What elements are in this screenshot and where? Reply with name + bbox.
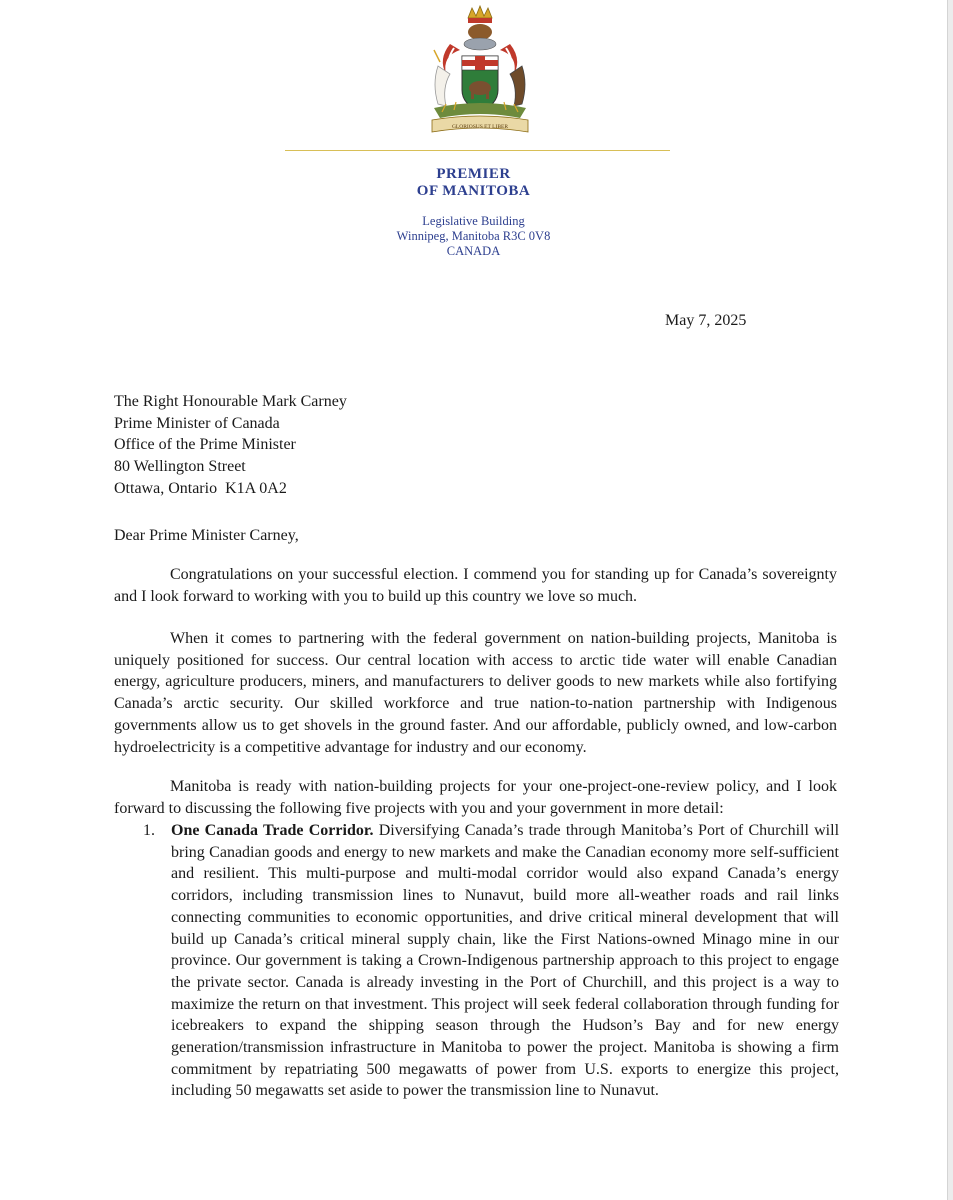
letterhead-divider: [285, 150, 670, 151]
crest-motto-text: GLORIOSUS ET LIBER: [451, 124, 509, 130]
letterhead-address-country: CANADA: [446, 244, 501, 258]
recipient-office: Office of the Prime Minister: [114, 436, 296, 454]
paragraph-congratulations: Congratulations on your successful election. I commend you for standing up for Canada’s sovereignty and I look forward to working with you to build up this country we love so much.: [114, 566, 837, 605]
letterhead-address-building: Legislative Building: [422, 214, 525, 228]
recipient-name: The Right Honourable Mark Carney: [114, 393, 347, 410]
recipient-city: Ottawa, Ontario K1A 0A2: [114, 479, 287, 497]
salutation: Dear Prime Minister Carney,: [114, 527, 299, 544]
paragraph-projects-intro: Manitoba is ready with nation-building projects for your one-project-one-review policy, and I look forward to discussing the following five projects with you and your government in more detail:: [114, 778, 837, 817]
letterhead-title-premier: PREMIER: [436, 166, 511, 182]
recipient-title: Prime Minister of Canada: [114, 414, 280, 432]
project-text: Diversifying Canada’s trade through Manitoba’s Port of Churchill will bring Canadian goods and energy to new markets and make the Canadian economy more self-sufficient and resilient. This multi-purpose and multi-modal corridor would also expand Canada’s energy corridors, including transmission lines to Nunavut, build more all-weather roads and rail links connecting communities to economic opportunities, and drive critical mineral development that will build up Canada’s critical mineral supply chain, like the First Nations-owned Minago mine in our province. Our government is taking a Crown-Indigenous partnership approach to this project to engage the private sector. Canada is already investing in the Port of Churchill, and this project is a way to maximize the return on that investment. This project will seek federal collaboration through funding for icebreakers to expand the shipping season through the Hudson’s Bay and for new energy generation/transmission infrastructure in Manitoba to power the project. Manitoba is showing a firm commitment by repatriating 500 megawatts of power from U.S. exports to energize this project, including 50 megawatts set aside to power the transmission line to Nunavut.: [171, 822, 840, 1100]
letter-date: May 7, 2025: [665, 312, 747, 329]
paragraph-partnership: When it comes to partnering with the federal government on nation-building projects, Manitoba is uniquely positioned for success. Our central location with access to arctic tide water will enable Canadian energy, agriculture producers, miners, and manufacturers to deliver goods to new markets while also fortifying Canada’s arctic security. Our skilled workforce and true nation-to-nation partnership with Indigenous governments allow us to get shovels in the ground faster. And our affordable, publicly owned, and low-carbon hydroelectricity is a competitive advantage for industry and our economy.: [114, 630, 837, 756]
recipient-street: 80 Wellington Street: [114, 458, 246, 476]
project-description: [171, 820, 839, 1102]
project-number: 1.: [143, 822, 155, 839]
manitoba-coat-of-arms: [420, 4, 540, 140]
project-title: One Canada Trade Corridor.: [171, 822, 374, 839]
letterhead-title-province: OF MANITOBA: [416, 183, 531, 199]
letterhead-address-city: Winnipeg, Manitoba R3C 0V8: [396, 229, 551, 243]
recipient-address: [114, 391, 347, 500]
